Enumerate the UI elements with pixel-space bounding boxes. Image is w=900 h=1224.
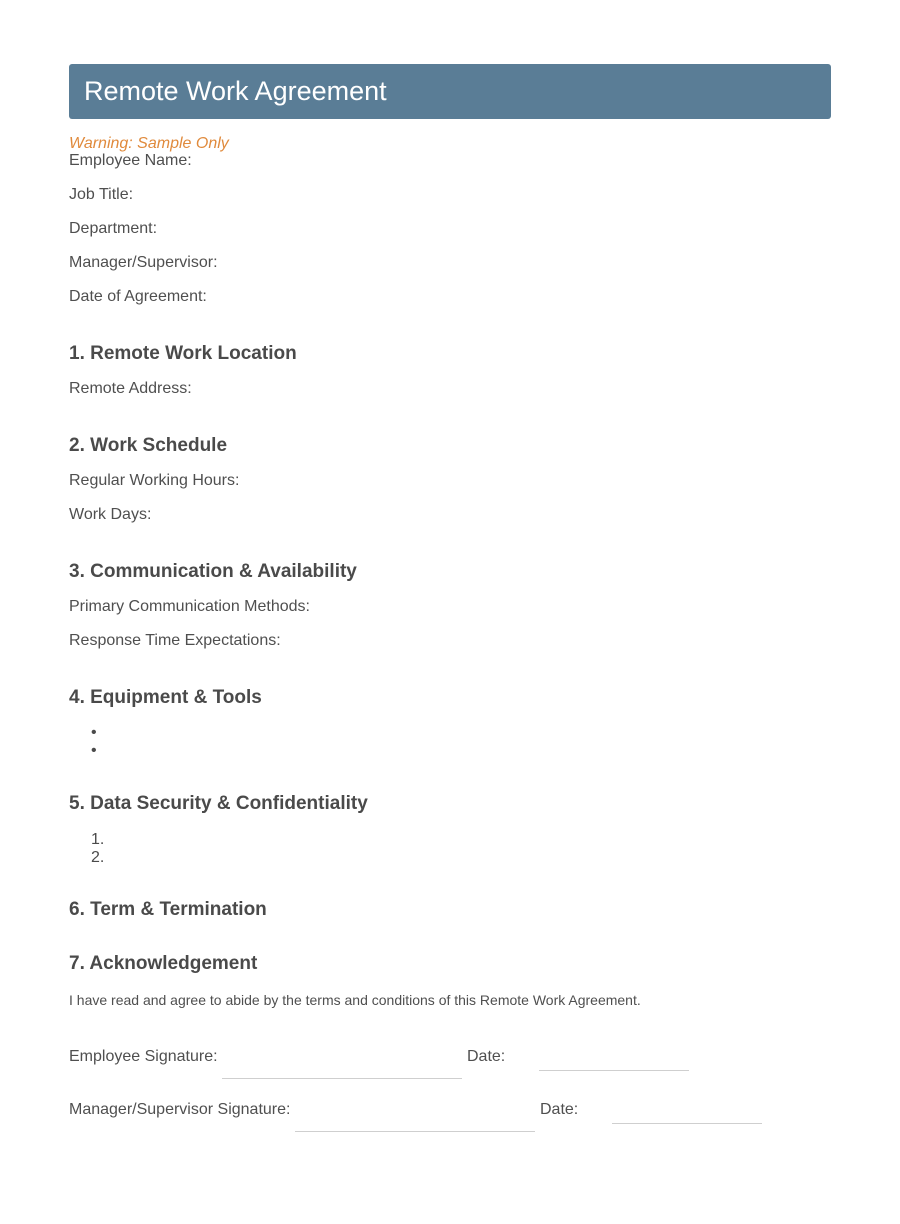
section-title-schedule: 2. Work Schedule	[69, 435, 228, 456]
employee-signature-line[interactable]	[222, 1077, 462, 1079]
section-title-location: 1. Remote Work Location	[69, 343, 297, 364]
manager-date-line[interactable]	[612, 1122, 762, 1124]
list-item: •	[91, 724, 97, 741]
regular-hours-label: Regular Working Hours:	[69, 472, 240, 489]
section-title-communication: 3. Communication & Availability	[69, 561, 357, 582]
section-title-security: 5. Data Security & Confidentiality	[69, 793, 368, 814]
document-page	[69, 64, 831, 1118]
communication-methods-label: Primary Communication Methods:	[69, 598, 310, 615]
header-bar	[69, 64, 831, 119]
department-label: Department:	[69, 220, 158, 237]
manager-label: Manager/Supervisor:	[69, 254, 218, 271]
job-title-label: Job Title:	[69, 186, 134, 203]
warning-text: Warning: Sample Only	[69, 135, 229, 152]
section-title-acknowledgement: 7. Acknowledgement	[69, 953, 258, 974]
employee-date-label: Date:	[467, 1048, 506, 1065]
section-title-term: 6. Term & Termination	[69, 899, 267, 920]
manager-signature-line[interactable]	[295, 1130, 535, 1132]
employee-date-line[interactable]	[539, 1069, 689, 1071]
date-of-agreement-label: Date of Agreement:	[69, 288, 207, 305]
manager-signature-label: Manager/Supervisor Signature:	[69, 1101, 291, 1118]
list-item: •	[91, 742, 97, 759]
remote-address-label: Remote Address:	[69, 380, 192, 397]
work-days-label: Work Days:	[69, 506, 152, 523]
employee-signature-label: Employee Signature:	[69, 1048, 218, 1065]
list-item: 1.	[91, 831, 105, 848]
section-title-equipment: 4. Equipment & Tools	[69, 687, 262, 708]
response-time-label: Response Time Expectations:	[69, 632, 281, 649]
manager-date-label: Date:	[540, 1101, 579, 1118]
page-title: Remote Work Agreement	[84, 76, 387, 106]
employee-name-label: Employee Name:	[69, 152, 192, 169]
list-item: 2.	[91, 849, 105, 866]
acknowledgement-text: I have read and agree to abide by the terms and conditions of this Remote Work Agreement.	[69, 992, 641, 1008]
